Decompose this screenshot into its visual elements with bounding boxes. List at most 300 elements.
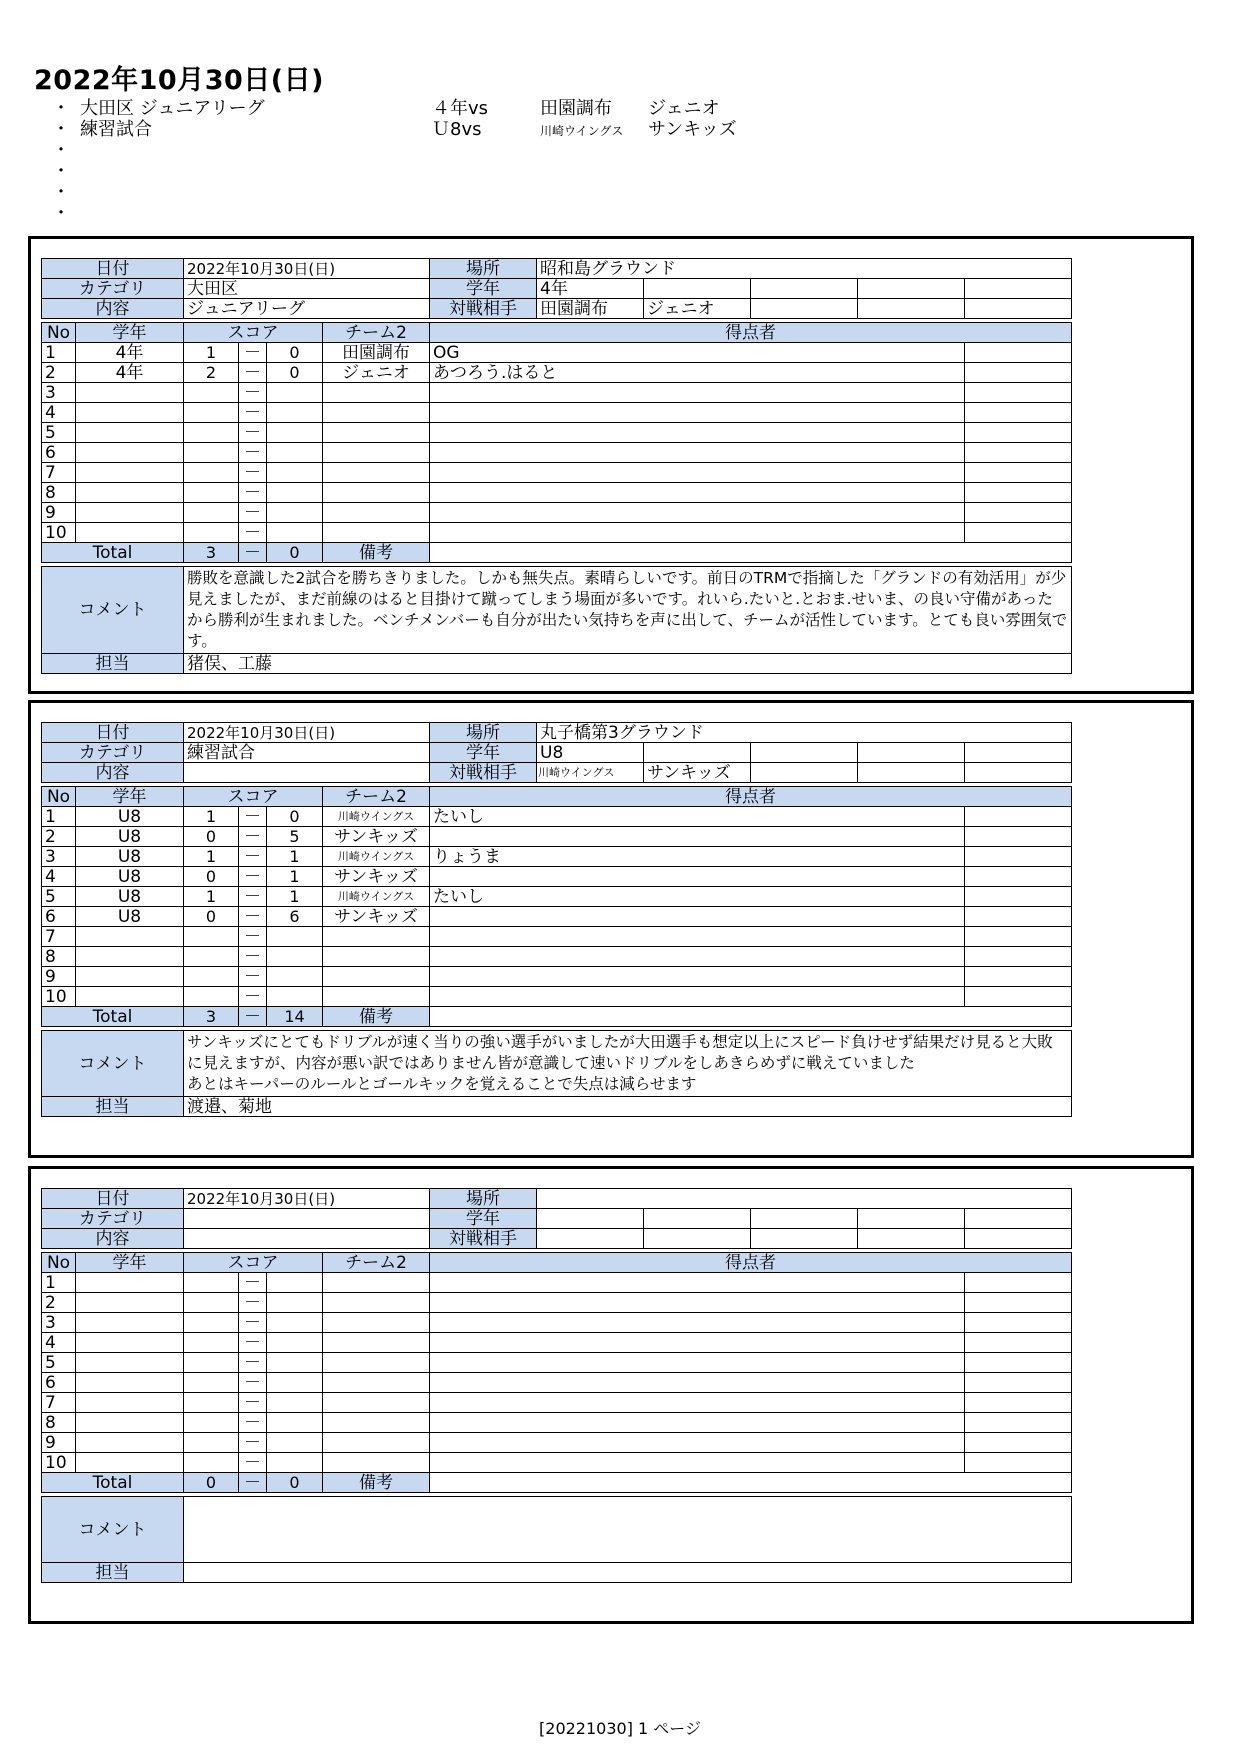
- row-scorer: [430, 383, 965, 403]
- row-score-home: [184, 443, 239, 463]
- grade-value: 4年: [537, 279, 644, 299]
- event-summary-list: [52, 98, 812, 224]
- row-grade: [76, 483, 184, 503]
- grade-extra-cell: [858, 1209, 965, 1229]
- match-info-table: [41, 1188, 1072, 1583]
- score-header: スコア: [184, 1253, 323, 1273]
- row-score-away: [267, 927, 323, 947]
- event-name: 練習試合: [80, 119, 152, 140]
- row-grade: [76, 1273, 184, 1293]
- row-team2: [323, 927, 430, 947]
- row-score-home: [184, 1333, 239, 1353]
- row-extra-cell: [965, 987, 1072, 1007]
- row-score-away: 0: [267, 363, 323, 383]
- scorer-header: 得点者: [430, 787, 1072, 807]
- bullet-dot: ・: [52, 98, 70, 119]
- category-label: カテゴリ: [42, 279, 184, 299]
- content-label: 内容: [42, 1229, 184, 1249]
- row-score-away: [267, 443, 323, 463]
- team2-header: チーム2: [323, 1253, 430, 1273]
- grade-extra-cell: [644, 743, 751, 763]
- row-grade: [76, 1393, 184, 1413]
- remarks-value: [430, 543, 1072, 563]
- comment-text: [184, 1497, 1072, 1563]
- row-score-away: [267, 1333, 323, 1353]
- row-grade: [76, 967, 184, 987]
- row-no: 8: [42, 483, 76, 503]
- row-grade: [76, 423, 184, 443]
- place-value: 昭和島グラウンド: [537, 259, 1072, 279]
- grade-extra-cell: [965, 743, 1072, 763]
- row-grade: [76, 947, 184, 967]
- row-scorer: [430, 1333, 965, 1353]
- total-dash: －: [239, 1473, 267, 1493]
- row-team2: [323, 1373, 430, 1393]
- row-grade: [76, 443, 184, 463]
- row-team2: [323, 463, 430, 483]
- row-score-home: 1: [184, 847, 239, 867]
- row-score-dash: －: [239, 847, 267, 867]
- row-team2: [323, 503, 430, 523]
- content-label: 内容: [42, 299, 184, 319]
- row-no: 2: [42, 363, 76, 383]
- row-score-home: [184, 383, 239, 403]
- total-label: Total: [42, 1007, 184, 1027]
- match-sheet-panel: [28, 236, 1194, 694]
- row-score-home: [184, 1373, 239, 1393]
- row-team2: [323, 1413, 430, 1433]
- row-score-dash: －: [239, 1333, 267, 1353]
- row-team2: ジェニオ: [323, 363, 430, 383]
- comment-text: サンキッズにとてもドリブルが速く当りの強い選手がいましたが大田選手も想定以上にスピード負けせず結果だけ見ると大敗に見えますが、内容が悪い訳ではありません皆が意識して速いドリブルをしあきらめずに戦えていました あとはキーパーのルールとゴールキックを覚えることで失点は減らせます: [184, 1031, 1072, 1097]
- row-grade: [76, 1373, 184, 1393]
- row-scorer: [430, 403, 965, 423]
- row-no: 2: [42, 1293, 76, 1313]
- grade-label: 学年: [430, 743, 537, 763]
- match-info-table: [41, 258, 1072, 674]
- row-score-dash: －: [239, 363, 267, 383]
- row-score-home: [184, 503, 239, 523]
- place-value: [537, 1189, 1072, 1209]
- row-extra-cell: [965, 1273, 1072, 1293]
- row-grade: [76, 1433, 184, 1453]
- row-no: 4: [42, 1333, 76, 1353]
- place-label: 場所: [430, 1189, 537, 1209]
- grade-extra-cell: [858, 279, 965, 299]
- row-score-dash: －: [239, 867, 267, 887]
- row-team2: [323, 403, 430, 423]
- row-extra-cell: [965, 887, 1072, 907]
- row-no: 1: [42, 343, 76, 363]
- row-grade: [76, 1353, 184, 1373]
- row-score-away: [267, 1353, 323, 1373]
- event-grade: ４年vs: [432, 98, 489, 119]
- row-scorer: りょうま: [430, 847, 965, 867]
- row-score-home: [184, 523, 239, 543]
- row-no: 3: [42, 383, 76, 403]
- row-score-dash: －: [239, 1393, 267, 1413]
- opponent-2-value: ジェニオ: [644, 299, 751, 319]
- row-grade: [76, 1413, 184, 1433]
- row-team2: 川崎ウイングス: [323, 887, 430, 907]
- row-grade: U8: [76, 827, 184, 847]
- row-team2: [323, 1273, 430, 1293]
- row-no: 1: [42, 1273, 76, 1293]
- row-team2: [323, 383, 430, 403]
- row-score-home: [184, 483, 239, 503]
- row-extra-cell: [965, 463, 1072, 483]
- row-extra-cell: [965, 1293, 1072, 1313]
- date-value: 2022年10月30日(日): [184, 723, 430, 743]
- team2-header: チーム2: [323, 323, 430, 343]
- row-score-home: [184, 463, 239, 483]
- row-team2: 川崎ウイングス: [323, 807, 430, 827]
- row-team2: [323, 1313, 430, 1333]
- row-score-dash: －: [239, 383, 267, 403]
- row-score-home: [184, 423, 239, 443]
- row-score-home: [184, 1413, 239, 1433]
- row-score-home: 0: [184, 907, 239, 927]
- row-grade: [76, 463, 184, 483]
- row-grade: U8: [76, 847, 184, 867]
- row-no: 5: [42, 1353, 76, 1373]
- bullet-dot: ・: [52, 119, 70, 140]
- row-score-dash: －: [239, 947, 267, 967]
- row-score-dash: －: [239, 887, 267, 907]
- row-score-home: [184, 1273, 239, 1293]
- row-score-home: [184, 1313, 239, 1333]
- opponent-label: 対戦相手: [430, 763, 537, 783]
- row-score-dash: －: [239, 443, 267, 463]
- row-scorer: [430, 927, 965, 947]
- row-extra-cell: [965, 1373, 1072, 1393]
- row-score-dash: －: [239, 423, 267, 443]
- opponent-label: 対戦相手: [430, 1229, 537, 1249]
- row-score-away: 1: [267, 867, 323, 887]
- row-score-away: [267, 947, 323, 967]
- event-grade: Ｕ8vs: [432, 119, 482, 140]
- row-score-home: [184, 1353, 239, 1373]
- remarks-label: 備考: [323, 1473, 430, 1493]
- row-team2: [323, 523, 430, 543]
- row-no: 10: [42, 987, 76, 1007]
- row-score-home: [184, 1433, 239, 1453]
- opponent-extra-cell: [965, 1229, 1072, 1249]
- remarks-label: 備考: [323, 1007, 430, 1027]
- row-score-home: [184, 947, 239, 967]
- staff-value: [184, 1563, 1072, 1583]
- date-label: 日付: [42, 259, 184, 279]
- row-scorer: たいし: [430, 887, 965, 907]
- category-label: カテゴリ: [42, 743, 184, 763]
- bullet-dot: ・: [52, 161, 70, 182]
- row-team2: サンキッズ: [323, 907, 430, 927]
- row-extra-cell: [965, 1433, 1072, 1453]
- place-value: 丸子橋第3グラウンド: [537, 723, 1072, 743]
- row-extra-cell: [965, 1453, 1072, 1473]
- row-grade: [76, 987, 184, 1007]
- row-score-home: 1: [184, 807, 239, 827]
- row-score-dash: －: [239, 343, 267, 363]
- row-extra-cell: [965, 443, 1072, 463]
- opponent-1-value: 川崎ウイングス: [537, 763, 644, 783]
- row-team2: [323, 1453, 430, 1473]
- row-score-home: [184, 1453, 239, 1473]
- no-header: No: [42, 1253, 76, 1273]
- total-away: 14: [267, 1007, 323, 1027]
- row-team2: [323, 1293, 430, 1313]
- content-label: 内容: [42, 763, 184, 783]
- row-score-dash: －: [239, 1313, 267, 1333]
- row-extra-cell: [965, 927, 1072, 947]
- grade-extra-cell: [644, 1209, 751, 1229]
- row-scorer: [430, 1453, 965, 1473]
- row-grade: U8: [76, 867, 184, 887]
- row-scorer: [430, 1293, 965, 1313]
- row-score-dash: －: [239, 1373, 267, 1393]
- row-score-dash: －: [239, 1453, 267, 1473]
- row-no: 8: [42, 947, 76, 967]
- grade-extra-cell: [751, 279, 858, 299]
- row-score-dash: －: [239, 1273, 267, 1293]
- scorer-header: 得点者: [430, 323, 1072, 343]
- row-score-away: 0: [267, 807, 323, 827]
- bullet-dot: ・: [52, 182, 70, 203]
- row-team2: [323, 1333, 430, 1353]
- comment-label: コメント: [42, 1497, 184, 1563]
- row-score-home: 0: [184, 827, 239, 847]
- event-opponent-2: ジェニオ: [648, 98, 720, 119]
- opponent-2-value: サンキッズ: [644, 763, 751, 783]
- grade-value: [537, 1209, 644, 1229]
- total-away: 0: [267, 1473, 323, 1493]
- row-team2: [323, 443, 430, 463]
- row-score-dash: －: [239, 403, 267, 423]
- row-score-dash: －: [239, 907, 267, 927]
- row-team2: [323, 967, 430, 987]
- row-score-away: [267, 1373, 323, 1393]
- row-scorer: [430, 1413, 965, 1433]
- comment-label: コメント: [42, 567, 184, 654]
- row-no: 7: [42, 463, 76, 483]
- date-value: 2022年10月30日(日): [184, 1189, 430, 1209]
- row-score-dash: －: [239, 927, 267, 947]
- row-score-away: [267, 967, 323, 987]
- match-info-table: [41, 722, 1072, 1117]
- row-grade: [76, 1313, 184, 1333]
- row-no: 9: [42, 503, 76, 523]
- event-opponent-1: 田園調布: [540, 98, 612, 119]
- row-extra-cell: [965, 1353, 1072, 1373]
- place-label: 場所: [430, 723, 537, 743]
- category-label: カテゴリ: [42, 1209, 184, 1229]
- total-dash: －: [239, 543, 267, 563]
- row-no: 9: [42, 967, 76, 987]
- total-label: Total: [42, 543, 184, 563]
- row-team2: [323, 423, 430, 443]
- category-value: 大田区: [184, 279, 430, 299]
- row-scorer: [430, 1393, 965, 1413]
- staff-value: 猪俣、工藤: [184, 654, 1072, 674]
- event-summary-item: [52, 203, 812, 224]
- row-grade: [76, 1333, 184, 1353]
- row-score-home: [184, 1393, 239, 1413]
- row-extra-cell: [965, 1333, 1072, 1353]
- grade-extra-cell: [965, 279, 1072, 299]
- row-score-dash: －: [239, 1413, 267, 1433]
- staff-label: 担当: [42, 1563, 184, 1583]
- row-team2: [323, 987, 430, 1007]
- grade-label: 学年: [430, 1209, 537, 1229]
- event-name: 大田区 ジュニアリーグ: [80, 98, 265, 119]
- row-scorer: [430, 987, 965, 1007]
- remarks-value: [430, 1007, 1072, 1027]
- opponent-extra-cell: [858, 1229, 965, 1249]
- row-extra-cell: [965, 1393, 1072, 1413]
- row-no: 4: [42, 403, 76, 423]
- row-no: 2: [42, 827, 76, 847]
- row-score-away: 1: [267, 847, 323, 867]
- row-extra-cell: [965, 383, 1072, 403]
- row-no: 6: [42, 1373, 76, 1393]
- row-no: 8: [42, 1413, 76, 1433]
- row-extra-cell: [965, 363, 1072, 383]
- row-extra-cell: [965, 523, 1072, 543]
- row-score-away: 5: [267, 827, 323, 847]
- row-score-dash: －: [239, 987, 267, 1007]
- row-no: 10: [42, 1453, 76, 1473]
- row-score-away: [267, 987, 323, 1007]
- row-grade: 4年: [76, 343, 184, 363]
- no-header: No: [42, 323, 76, 343]
- row-score-dash: －: [239, 827, 267, 847]
- row-scorer: [430, 1373, 965, 1393]
- date-label: 日付: [42, 723, 184, 743]
- event-summary-item: [52, 161, 812, 182]
- row-extra-cell: [965, 483, 1072, 503]
- page-title: 2022年10月30日(日): [34, 65, 324, 96]
- place-label: 場所: [430, 259, 537, 279]
- row-no: 9: [42, 1433, 76, 1453]
- grade-extra-cell: [858, 743, 965, 763]
- row-extra-cell: [965, 967, 1072, 987]
- total-label: Total: [42, 1473, 184, 1493]
- event-opponent-1: 川崎ウイングス: [540, 124, 624, 138]
- row-score-dash: －: [239, 483, 267, 503]
- row-scorer: [430, 503, 965, 523]
- row-grade: 4年: [76, 363, 184, 383]
- total-home: 3: [184, 1007, 239, 1027]
- row-score-home: 1: [184, 343, 239, 363]
- grade-label: 学年: [430, 279, 537, 299]
- row-scorer: [430, 907, 965, 927]
- row-no: 1: [42, 807, 76, 827]
- row-no: 3: [42, 1313, 76, 1333]
- score-header: スコア: [184, 323, 323, 343]
- row-score-away: [267, 523, 323, 543]
- event-summary-item: [52, 119, 812, 140]
- grade-extra-cell: [644, 279, 751, 299]
- grade-header: 学年: [76, 1253, 184, 1273]
- row-score-dash: －: [239, 1353, 267, 1373]
- scorer-header: 得点者: [430, 1253, 1072, 1273]
- row-scorer: あつろう.はると: [430, 363, 965, 383]
- row-scorer: [430, 523, 965, 543]
- team2-header: チーム2: [323, 787, 430, 807]
- row-score-home: [184, 927, 239, 947]
- row-scorer: [430, 463, 965, 483]
- score-header: スコア: [184, 787, 323, 807]
- row-grade: [76, 403, 184, 423]
- row-grade: [76, 523, 184, 543]
- opponent-extra-cell: [751, 763, 858, 783]
- row-score-dash: －: [239, 807, 267, 827]
- grade-value: U8: [537, 743, 644, 763]
- row-team2: [323, 1433, 430, 1453]
- row-scorer: たいし: [430, 807, 965, 827]
- row-extra-cell: [965, 847, 1072, 867]
- row-extra-cell: [965, 807, 1072, 827]
- opponent-extra-cell: [751, 1229, 858, 1249]
- row-score-home: 1: [184, 887, 239, 907]
- row-extra-cell: [965, 1313, 1072, 1333]
- row-grade: [76, 503, 184, 523]
- opponent-extra-cell: [858, 763, 965, 783]
- row-score-dash: －: [239, 1433, 267, 1453]
- row-score-away: [267, 463, 323, 483]
- row-extra-cell: [965, 403, 1072, 423]
- row-grade: U8: [76, 807, 184, 827]
- grade-extra-cell: [965, 1209, 1072, 1229]
- row-team2: サンキッズ: [323, 867, 430, 887]
- row-score-away: [267, 403, 323, 423]
- row-no: 6: [42, 907, 76, 927]
- category-value: 練習試合: [184, 743, 430, 763]
- event-summary-item: [52, 140, 812, 161]
- content-value: [184, 1229, 430, 1249]
- row-score-away: [267, 1413, 323, 1433]
- content-value: [184, 763, 430, 783]
- row-score-away: [267, 1293, 323, 1313]
- category-value: [184, 1209, 430, 1229]
- row-score-away: [267, 1313, 323, 1333]
- row-scorer: [430, 1353, 965, 1373]
- row-extra-cell: [965, 423, 1072, 443]
- row-score-dash: －: [239, 503, 267, 523]
- event-summary-item: [52, 98, 812, 119]
- row-score-away: [267, 503, 323, 523]
- row-team2: 田園調布: [323, 343, 430, 363]
- opponent-extra-cell: [751, 299, 858, 319]
- date-label: 日付: [42, 1189, 184, 1209]
- row-scorer: [430, 947, 965, 967]
- row-scorer: [430, 967, 965, 987]
- grade-extra-cell: [751, 743, 858, 763]
- total-dash: －: [239, 1007, 267, 1027]
- bullet-dot: ・: [52, 203, 70, 224]
- no-header: No: [42, 787, 76, 807]
- row-no: 7: [42, 927, 76, 947]
- row-scorer: [430, 1313, 965, 1333]
- row-no: 10: [42, 523, 76, 543]
- opponent-label: 対戦相手: [430, 299, 537, 319]
- grade-extra-cell: [751, 1209, 858, 1229]
- event-opponent-2: サンキッズ: [648, 119, 737, 140]
- opponent-1-value: [537, 1229, 644, 1249]
- row-scorer: [430, 423, 965, 443]
- row-team2: [323, 483, 430, 503]
- row-scorer: OG: [430, 343, 965, 363]
